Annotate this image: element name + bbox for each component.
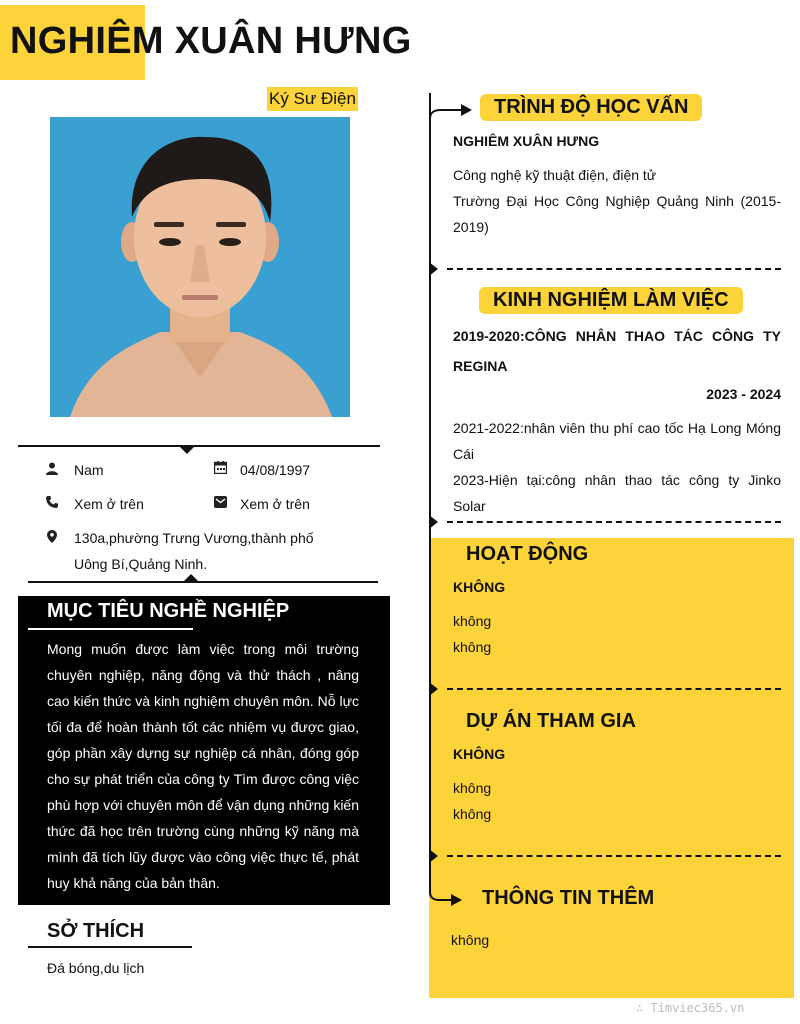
- education-heading: NGHIÊM XUÂN HƯNG: [453, 133, 600, 149]
- hobbies-title: SỞ THÍCH: [47, 920, 145, 942]
- activities-heading: KHÔNG: [453, 579, 506, 595]
- section-marker: [429, 262, 438, 276]
- activities-line-2: không: [453, 639, 492, 655]
- map-pin-icon: [45, 530, 59, 544]
- experience-period: 2023 - 2024: [706, 386, 781, 402]
- info-top-divider: [18, 445, 380, 447]
- section-marker: [429, 682, 438, 696]
- section-divider: [447, 521, 781, 523]
- calendar-icon: [213, 461, 227, 475]
- section-divider: [447, 855, 781, 857]
- email-icon: [213, 496, 227, 510]
- section-marker: [429, 515, 438, 529]
- experience-title: KINH NGHIỆM LÀM VIỆC: [479, 287, 743, 314]
- hobbies-text: Đá bóng,du lịch: [47, 960, 145, 976]
- site-watermark: ∴ Timviec365.vn: [636, 1001, 745, 1015]
- projects-heading: KHÔNG: [453, 746, 506, 762]
- projects-title: DỰ ÁN THAM GIA: [466, 710, 636, 732]
- education-title: TRÌNH ĐỘ HỌC VẤN: [480, 94, 702, 121]
- job-title: Ký Sư Điện: [267, 87, 358, 111]
- career-objective-text: Mong muốn được làm việc trong môi trường chuyên nghiệp, năng động và thử thách , nâng cao kiến thức và kinh nghiệm chuyên môn. Nỗ lực tối đa để hoàn thành tốt các nhiệm vụ được giao, góp phần xây dựng sự nghiệp cá nhân, đóng góp cho sự phát triển của công ty Tìm được công việc phù hợp với chuyên môn để vận dụng những kiến thức đã học trên trường cùng những kỹ năng mà mình đã tích lũy được vào công việc thực tế, phát huy khả năng của bản thân.: [47, 641, 359, 891]
- info-bottom-divider: [28, 581, 378, 583]
- career-objective-underline: [28, 628, 193, 630]
- experience-line-1: 2021-2022:nhân viên thu phí cao tốc Hạ Long Móng Cái: [453, 420, 781, 462]
- profile-photo: [50, 117, 350, 417]
- section-divider: [447, 268, 781, 270]
- divider-down-triangle: [179, 446, 195, 454]
- timeline-line: [429, 93, 431, 888]
- activities-title: HOẠT ĐỘNG: [466, 543, 589, 565]
- additional-info-text: không: [451, 932, 490, 948]
- additional-info-title: THÔNG TIN THÊM: [482, 887, 655, 909]
- education-line-1: Công nghệ kỹ thuật điện, điện tử: [453, 167, 657, 183]
- experience-heading: 2019-2020:CÔNG NHÂN THAO TÁC CÔNG TY REGINA: [453, 328, 781, 374]
- projects-line-1: không: [453, 780, 492, 796]
- address-line-2: Uông Bí,Quảng Ninh.: [74, 556, 208, 572]
- address-line-1: 130a,phường Trưng Vương,thành phố: [74, 530, 314, 546]
- phone-icon: [45, 496, 59, 510]
- arrow-right-icon: [429, 101, 473, 126]
- section-divider: [447, 688, 781, 690]
- experience-line-2: 2023-Hiện tại:công nhân thao tác công ty Jinko Solar: [453, 472, 781, 514]
- career-objective-title: MỤC TIÊU NGHỀ NGHIỆP: [47, 600, 290, 622]
- gender-value: Nam: [74, 462, 104, 478]
- email-value: Xem ở trên: [240, 496, 310, 512]
- candidate-name: NGHIÊM XUÂN HƯNG: [10, 20, 412, 62]
- phone-value: Xem ở trên: [74, 496, 144, 512]
- activities-line-1: không: [453, 613, 492, 629]
- user-icon: [45, 462, 59, 476]
- education-line-2: Trường Đại Học Công Nghiệp Quảng Ninh (2015-2019): [453, 193, 781, 235]
- arrow-right-icon: [429, 878, 463, 917]
- birthdate-value: 04/08/1997: [240, 462, 311, 478]
- projects-line-2: không: [453, 806, 492, 822]
- hobbies-underline: [28, 946, 192, 948]
- section-marker: [429, 849, 438, 863]
